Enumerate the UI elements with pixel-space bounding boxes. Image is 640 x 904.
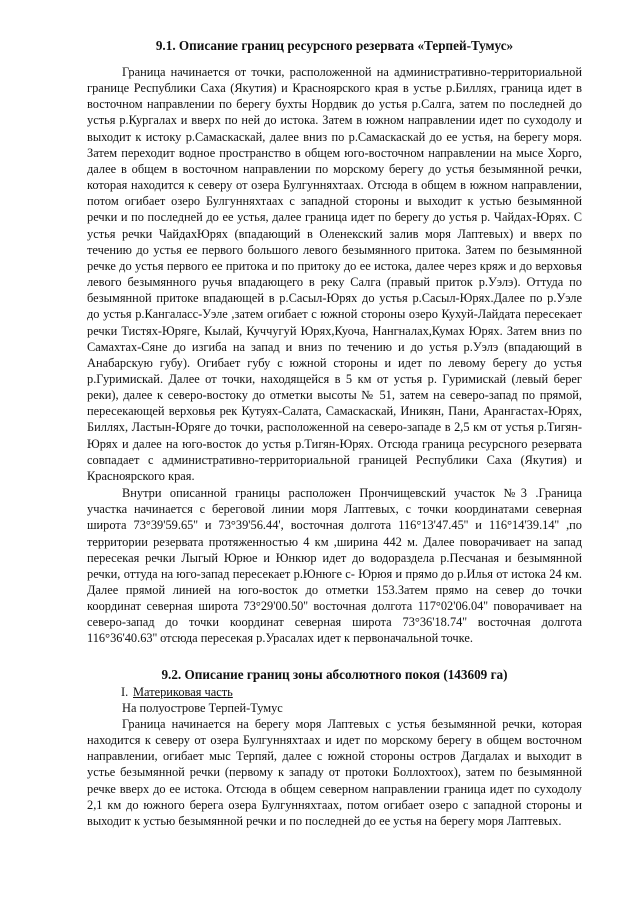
section-9-1-paragraph-1: Граница начинается от точки, расположенной на административно-территориальной границе Республики Саха (Якутия) и Красноярского края в устье р.Биллях, граница идет в восточном направлении по берегу бухты Нордвик до устья р.Салга, затем по последней до устья р.Кургалах и вверх по ней до истока. Затем в южном направлении идет по суходолу и выходит к истоку р.Самаскаскай, далее вниз по р.Самаскаскай до ее устья, на берегу моря. Затем переходит водное пространство в общем юго-восточном направлении на мысе Хорго, далее в общем в восточном направлении по морскому берегу до устья безымянной речки, которая находится к северу от озера Булгунняхтаах. Отсюда в общем в южном направлении, потом огибает озеро Булгунняхтаах с западной стороны и выходит к устью безымянной речки и по последней до ее устья, далее граница идет по берегу до устья р. Чайдах-Юрях. С устья речки ЧайдахЮрях (впадающий в Оленекский залив моря Лаптевых) и вверх по течению до устья ее первого большого левого безымянного притока. Затем по безымянной речке до устья первого ее притока и по притоку до ее истока, далее через кряж и до верховья левого безымянного ручья впадающего в реку Салга (правый приток р.Уэлэ). Оттуда по безымянной притоке впадающей в р.Сасыл-Юрях до устья р.Сасыл-Юрях.Далее по р.Уэле до устья р.Кангаласс-Уэле ,затем огибает с южной стороны озеро Кухуй-Лайдата пересекает речки Тистях-Юряге, Кылай, Куччугуй Юрях,Куоча, Нангналах,Кумах Юрях. Затем вниз по Самахтах-Сяне до изгиба на запад и вниз по течению и до устья р.Уэлэ (впадающий в Анабарскую губу). Огибает губу с южной стороны и идет по левому берегу до устья р.Гуримискай. Далее от точки, находящейся в 5 км от устья р. Гуримискай (левый берег реки), далее к северо-востоку до отметки высоты № 51, затем на северо-запад по прямой, пересекающей верховья рек Кутуях-Салата, Самаскаскай, Иникян, Пани, Арангастах-Юрях, Биллях, Ластын-Юряге до точки, расположенной на северо-западе в 2,5 км от устья р.Тигян-Юрях и далее на юго-восток до устья р.Тигян-Юрях. Отсюда граница ресурсного резервата совпадает с административно-территориальной границей Республики Саха (Якутия) и Красноярского края.	[87, 65, 582, 483]
section-9-1-paragraph-2: Внутри описанной границы расположен Прончищевский участок №3 .Граница участка начинается с береговой линии моря Лаптевых, с точки координатами северная широта 73°39'59.65'' и 73°39'56.44', восточная долгота 116°13'47.45'' и 116°14'39.14'' ,по территории резервата протяженностью 4 км ,ширина 442 м. Далее поворачивает на запад пересекая речки Лыгый Юрюе и Юнкюр идет до водораздела р.Песчаная и безымянной речки, оттуда на юго-запад пересекает р.Юнюге с- Юрюя и прямо до р.Илья от истока 24 км. Далее прямой линией на юго-восток до отметки 153.Затем прямо на север до точки координат северная широта 73°29'00.50'' восточная долгота 117°02'06.04'' поворачивает на северо-запад до точки координат северная широта 73°36'18.74'' восточная долгота 116°36'40.63'' отсюда пересекая р.Урасалах идет к первоначальной точке.	[87, 486, 582, 646]
part-heading	[87, 684, 582, 700]
part-title: Материковая часть	[133, 684, 233, 699]
section-9-2-paragraph-1: Граница начинается на берегу моря Лаптевых с устья безымянной речки, которая находится к северу от озера Булгунняхтаах и идет по морскому берегу в общем восточном направлении, огибает мыс Терпяй, далее с южной стороны остров Дагдалах и выходит в устье безымянной речки (первому к западу от протоки Боллохтоох), затем по безымянной речке вверх до ее истока. Отсюда в общем северном направлении граница идет по суходолу 2,1 км до южного берега озера Булгунняхтаах, потом огибает озеро с западной стороны и выходит к устью безымянной речки и по последней до ее устья на берегу моря Лаптевых.	[87, 716, 582, 828]
part-number: I.	[121, 684, 129, 699]
section-title-9-2: 9.2. Описание границ зоны абсолютного покоя (143609 га)	[161, 666, 508, 682]
section-title-9-1: 9.1. Описание границ ресурсного резервата «Терпей-Тумус»	[155, 38, 514, 53]
peninsula-heading: На полуострове Терпей-Тумус	[122, 700, 283, 715]
